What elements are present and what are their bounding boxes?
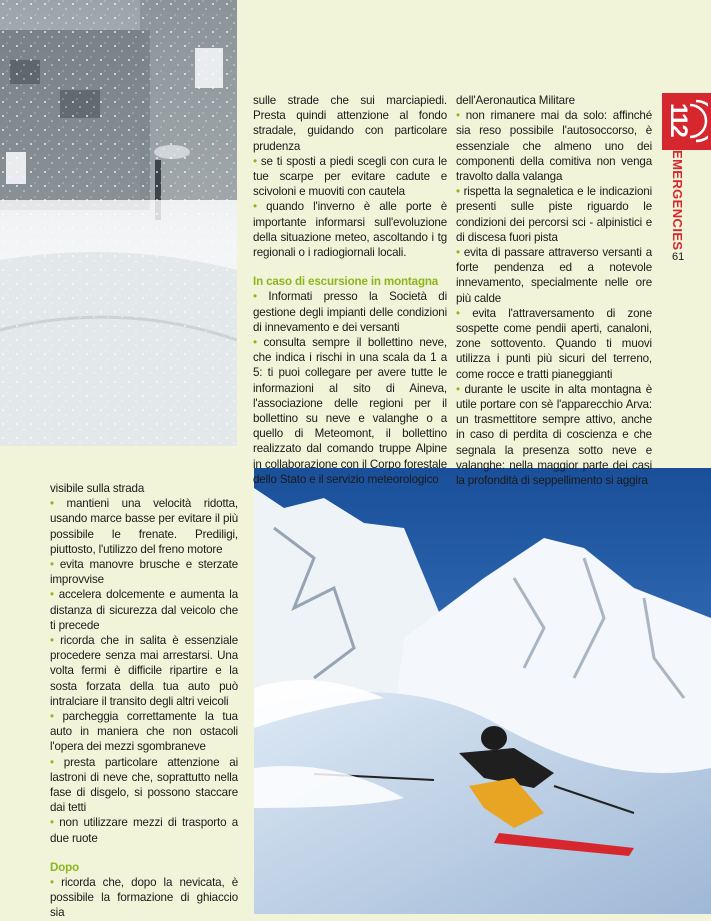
text-column-1 [253,93,447,487]
bullet-item: • presta particolare attenzione ai lastroni di neve che, soprattutto nella fase di disgelo, si possono staccare dai tetti [50,755,238,816]
badge-number: 112 [665,103,692,136]
paragraph: sulle strade che sui marciapiedi. Presta quindi attenzione al fondo stradale, guidando con particolare prudenza [253,94,447,153]
paragraph: visibile sulla strada [50,482,145,495]
bullet-item: • ricorda che in salita è essenziale procedere senza mai arrestarsi. Una volta fermi è difficile ripartire e la sosta forzata della tua auto può intralciare il transito degli altri veicoli [50,633,238,709]
bullet-item: • non rimanere mai da solo: affinché sia reso possibile l'autosoccorso, è essenziale che almeno uno dei componenti della comitiva non venga travolto dalla valanga [456,108,652,184]
bullet-item: • non utilizzare mezzi di trasporto a due ruote [50,815,238,845]
skier-photo [254,468,711,914]
bullet-item: • evita di passare attraverso versanti a forte pendenza ed a notevole innevamento, specialmente nelle ore più calde [456,245,652,306]
bullet-item: • mantieni una velocità ridotta, usando marce basse per evitare il più possibile le frenate. Prediligi, piuttosto, l'utilizzo del freno motore [50,496,238,557]
snowy-street-photo [0,0,237,446]
section-heading: In caso di escursione in montagna [253,275,439,289]
bullet-item: • parcheggia correttamente la tua auto in maniera che non ostacoli l'opera dei mezzi sgombraneve [50,709,238,755]
bullet-item: • se ti sposti a piedi scegli con cura le tue scarpe per evitare cadute e scivoloni e muoviti con cautela [253,154,447,200]
paragraph: dell'Aeronautica Militare [456,94,575,107]
bullet-item: • Informati presso la Società di gestione degli impianti delle condizioni di innevamento e dei versanti [253,289,447,335]
badge-word: EMERGENCIES [670,150,685,251]
section-badge [662,93,711,150]
text-column-2 [456,93,652,488]
bullet-item: • consulta sempre il bollettino neve, che indica i rischi in una scala da 1 a 5: ti puoi collegare per avere tutte le informazioni al sito di Aineva, l'associazione delle regioni per il bollettino su neve e valanghe o a quello di Meteomont, il bollettino realizzato dal comando truppe Alpine in collaborazione con il Corpo forestale dello Stato e il servizio meteorologico [253,335,447,487]
bullet-item: • quando l'inverno è alle porte è importante informarsi sull'evoluzione della situazione meteo, ascoltando i tg regionali o i radiogiornali locali. [253,199,447,260]
text-column-3 [50,481,238,921]
bullet-item: • evita manovre brusche e sterzate improvvise [50,557,238,587]
section-heading: Dopo [50,860,80,874]
page-number: 61 [672,251,685,263]
bullet-item: • rispetta la segnaletica e le indicazioni presenti sulle piste riguardo le condizioni dei percorsi sci - alpinistici e di discesa fuori pista [456,184,652,245]
bullet-item: • ricorda che, dopo la nevicata, è possibile la formazione di ghiaccio sia [50,875,238,921]
bullet-item: • evita l'attraversamento di zone sospette come pendii aperti, canaloni, zone sottovento. Quando ti muovi utilizza i punti più sicuri del terreno, come rocce e tratti pianeggianti [456,306,652,382]
bullet-item: • durante le uscite in alta montagna è utile portare con sè l'apparecchio Arva: un trasmettitore sempre attivo, anche in caso di perdita di coscienza e che segnala la presenza sotto neve e valanghe: nella maggior parte dei casi la profondità di seppellimento si aggira [456,382,652,488]
bullet-item: • accelera dolcemente e aumenta la distanza di sicurezza dal veicolo che ti precede [50,587,238,633]
signal-waves-icon [688,99,708,143]
